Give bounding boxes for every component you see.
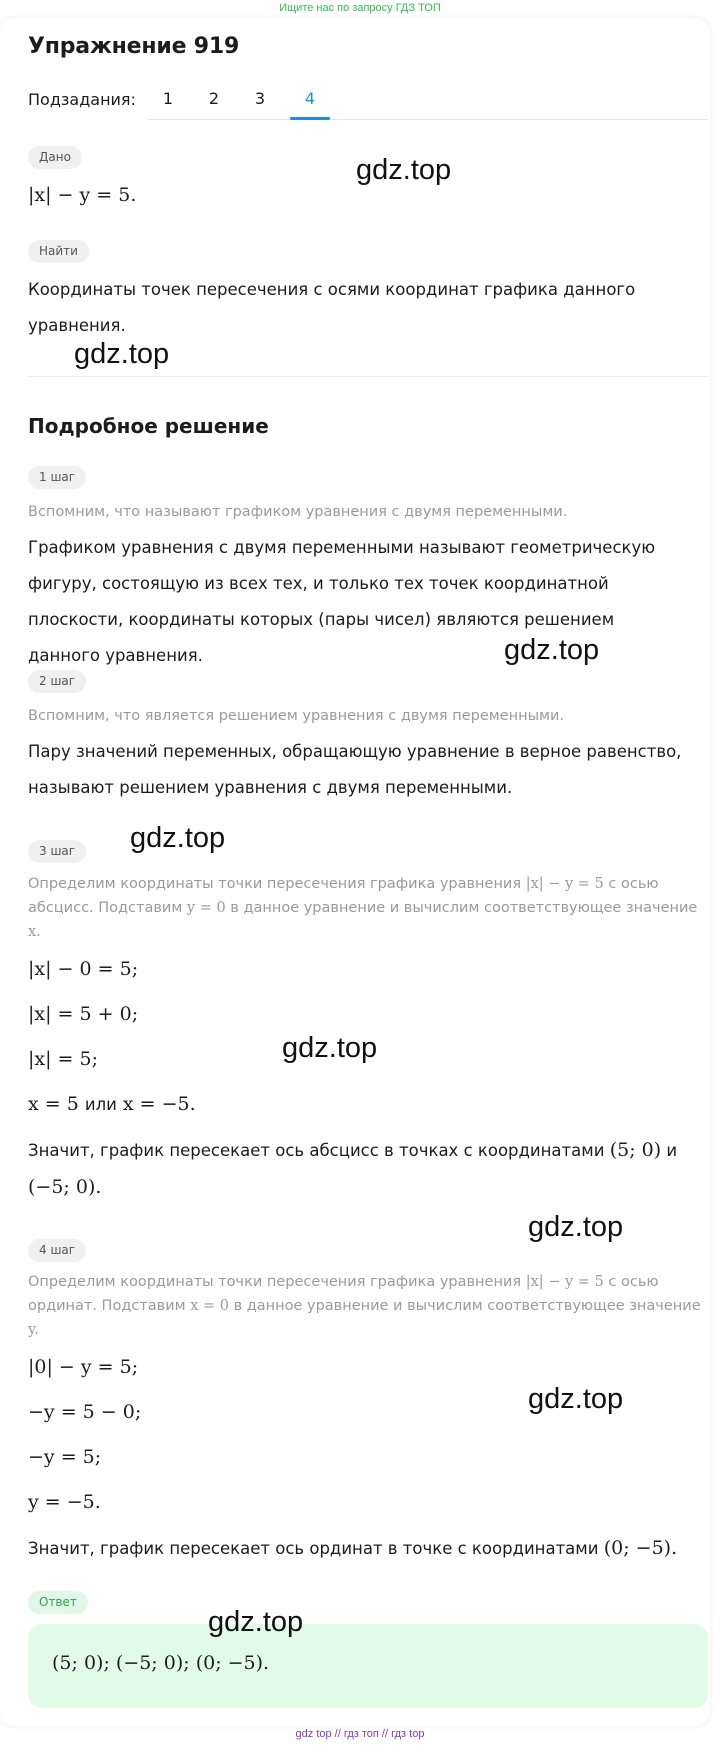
step-4-chip-wrap — [28, 1239, 86, 1262]
math-expr: x = 5 — [28, 1093, 79, 1115]
step-chip: 1 шаг — [28, 466, 86, 489]
step-chip: 2 шаг — [28, 670, 86, 693]
hint-math: |x| − y = 5 — [525, 1274, 604, 1290]
step-3-hint — [28, 872, 708, 944]
math-line: |0| − y = 5; — [28, 1356, 139, 1378]
hint-math: x = 0 — [190, 1298, 229, 1314]
section-divider — [28, 376, 708, 377]
step-3-chip-wrap — [28, 840, 86, 863]
step-1-chip-wrap — [28, 466, 86, 489]
hint-text: в данное уравнение и вычислим соответствующее значение — [233, 1298, 701, 1314]
math-line: −y = 5 − 0; — [28, 1401, 142, 1423]
conclusion-text: Значит, график пересекает ось ординат в точке с координатами — [28, 1539, 599, 1558]
step-2-hint: Вспомним, что является решением уравнения с двумя переменными. — [28, 708, 565, 724]
step-1-hint: Вспомним, что называют графиком уравнения с двумя переменными. — [28, 504, 568, 520]
find-chip: Найти — [28, 240, 89, 263]
answer-text: (5; 0); (−5; 0); (0; −5). — [52, 1652, 270, 1674]
watermark: gdz.top — [282, 1032, 378, 1064]
hint-math: y = 0 — [186, 900, 226, 916]
answer-chip-wrap — [28, 1591, 88, 1614]
math-line-or — [28, 1093, 196, 1115]
tabs-baseline — [148, 119, 708, 120]
page-title: Упражнение 919 — [28, 34, 240, 59]
math-line: y = −5. — [28, 1491, 101, 1513]
math-line: |x| − 0 = 5; — [28, 958, 139, 980]
watermark: gdz.top — [528, 1211, 624, 1243]
watermark: gdz.top — [208, 1606, 304, 1638]
find-text: Координаты точек пересечения с осями координат графика данного уравнения. — [28, 280, 636, 335]
watermark: gdz.top — [74, 338, 170, 370]
subtasks-label: Подзадания: — [28, 90, 136, 109]
tab-subtask-2[interactable]: 2 — [208, 89, 220, 108]
watermark: gdz.top — [528, 1383, 624, 1415]
find-chip-wrap — [28, 240, 89, 263]
tab-subtask-3[interactable]: 3 — [254, 89, 266, 108]
watermark: gdz.top — [504, 634, 600, 666]
step-4-conclusion — [28, 1530, 688, 1567]
step-2-chip-wrap — [28, 670, 86, 693]
hint-math: |x| − y = 5 — [525, 876, 604, 892]
watermark: gdz.top — [356, 154, 452, 186]
math-line: |x| = 5 + 0; — [28, 1003, 139, 1025]
math-line: |x| = 5; — [28, 1048, 99, 1070]
hint-math: y. — [28, 1322, 39, 1338]
conclusion-text: Значит, график пересекает ось абсцисс в точках с координатами — [28, 1141, 605, 1160]
point: (−5; 0). — [28, 1176, 102, 1198]
active-tab-indicator — [290, 117, 330, 120]
step-2-text: Пару значений переменных, обращающую уравнение в верное равенство, называют решением уравнения с двумя переменными. — [28, 742, 682, 797]
conclusion-text: и — [666, 1141, 678, 1160]
point: (5; 0) — [609, 1139, 662, 1161]
step-chip: 3 шаг — [28, 840, 86, 863]
step-chip: 4 шаг — [28, 1239, 86, 1262]
solution-heading: Подробное решение — [28, 414, 269, 438]
hint-text: Определим координаты точки пересечения графика уравнения — [28, 1274, 522, 1290]
given-expression: |x| − y = 5. — [28, 184, 137, 206]
footer-links[interactable]: gdz top // гдз топ // гдз top — [295, 1728, 425, 1740]
or-word: или — [84, 1095, 117, 1114]
given-chip-wrap — [28, 146, 82, 169]
math-expr: x = −5. — [122, 1093, 196, 1115]
step-4-hint — [28, 1270, 708, 1342]
hint-text: с осью ординат. Подставим — [28, 1274, 659, 1314]
math-line: −y = 5; — [28, 1446, 102, 1468]
answer-chip: Ответ — [28, 1591, 88, 1614]
point: (0; −5). — [603, 1537, 678, 1559]
hint-math: x. — [28, 924, 41, 940]
hint-text: Определим координаты точки пересечения графика уравнения — [28, 876, 522, 892]
tab-subtask-1[interactable]: 1 — [162, 89, 174, 108]
watermark: gdz.top — [130, 822, 226, 854]
step-3-conclusion — [28, 1132, 688, 1206]
given-chip: Дано — [28, 146, 82, 169]
tab-subtask-4[interactable]: 4 — [304, 89, 316, 108]
top-banner[interactable]: Ищите нас по запросу ГДЗ ТОП — [279, 2, 441, 14]
step-1-text: Графиком уравнения с двумя переменными называют геометрическую фигуру, состоящую из всех тех, и только тех точек координатной плоскости, координаты которых (пары чисел) являются решением данного уравнения. — [28, 538, 656, 665]
hint-text: в данное уравнение и вычислим соответствующее значение — [230, 900, 698, 916]
hint-text: с осью абсцисс. Подставим — [28, 876, 659, 916]
